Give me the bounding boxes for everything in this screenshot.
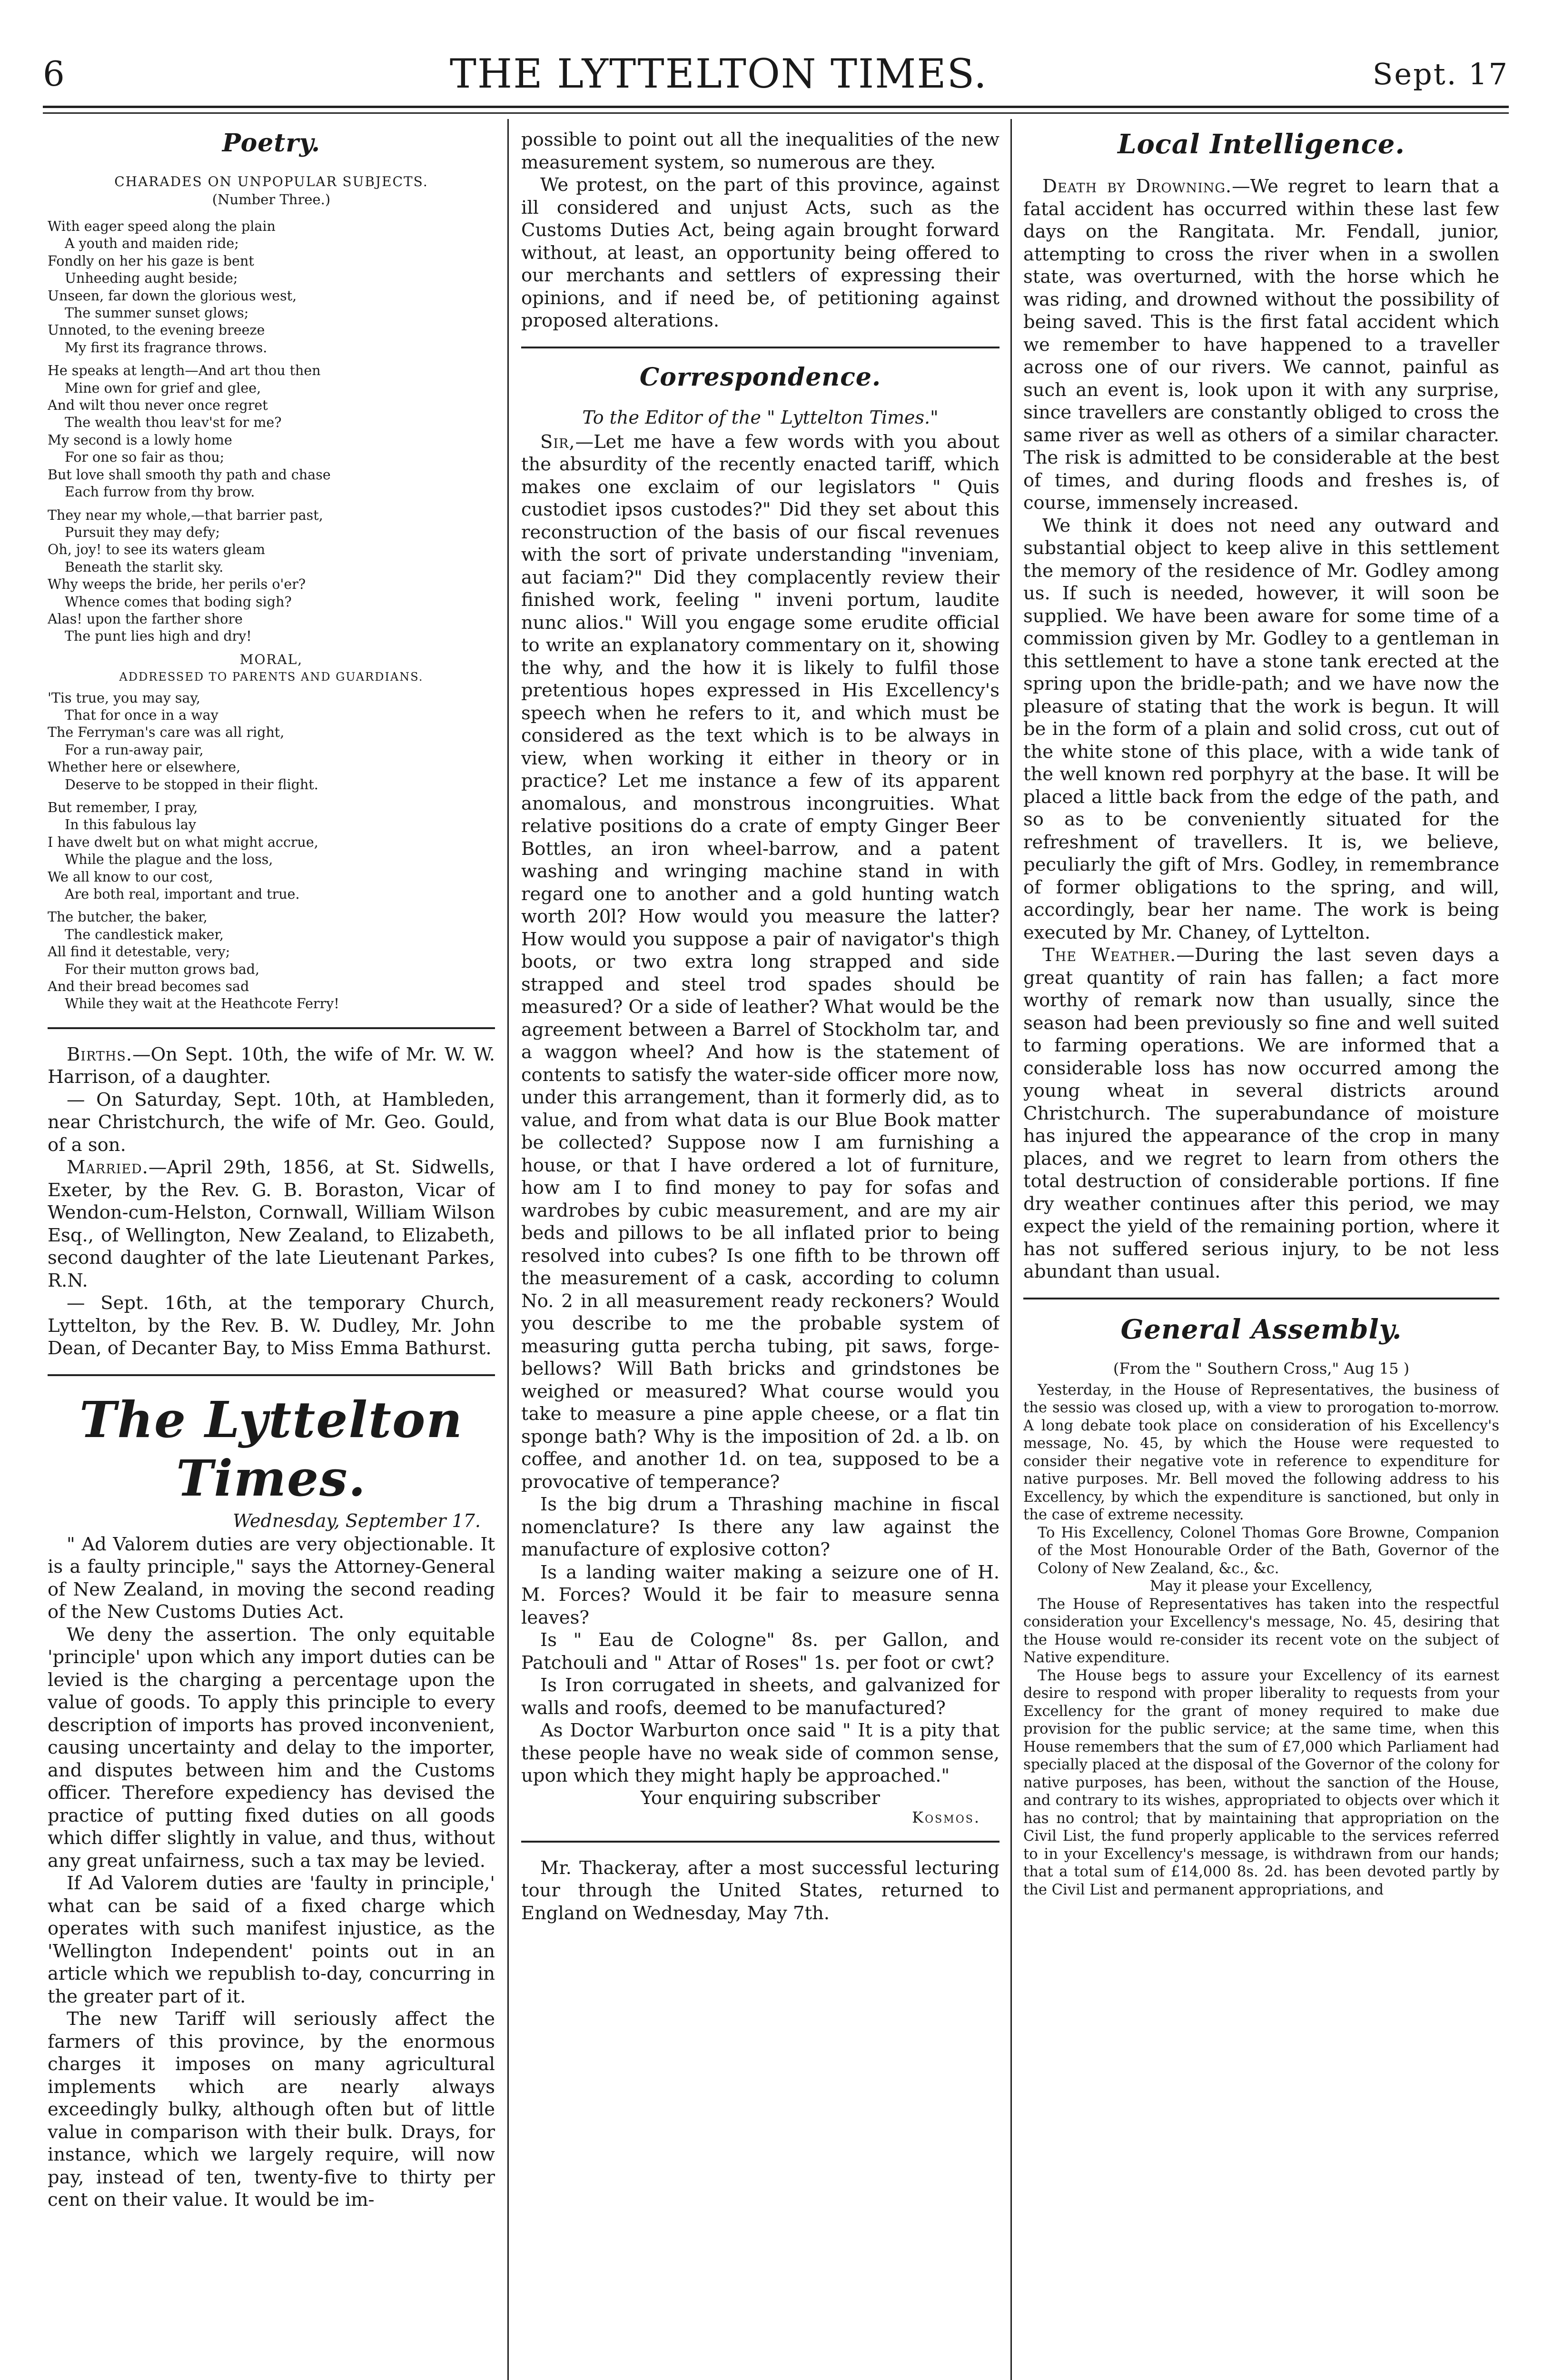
column-rule-2 (1010, 119, 1012, 2380)
editorial-continued (521, 129, 1000, 332)
divider (521, 347, 1000, 348)
assembly-paragraph: The House of Representatives has taken into the respectful consideration your Excellency's message, No. 45, desiring that the House would re-consider its recent vote on the subject of Native expenditure. (1023, 1596, 1499, 1666)
poem-line: Are both real, important and true. (65, 886, 300, 902)
issue-date: Sept. 17 (1372, 56, 1509, 91)
poem-line: While they wait at the Heathcote Ferry! (65, 996, 339, 1012)
thackeray-notice (521, 1857, 1000, 1925)
notices (48, 1043, 495, 1360)
poem-line: I have dwelt but on what might accrue, (48, 834, 318, 850)
married-notice (48, 1156, 495, 1292)
births-label: Births. (67, 1043, 133, 1065)
editorial-dateline: Wednesday, September 17. (233, 1510, 481, 1531)
poem-line: A youth and maiden ride; (65, 236, 239, 252)
divider (48, 1374, 495, 1376)
poem-title: CHARADES ON UNPOPULAR SUBJECTS. (114, 174, 428, 189)
poem-line: The wealth thou leav'st for me? (65, 415, 282, 431)
divider (48, 1027, 495, 1029)
letter-address: To the Editor of the " Lyttelton Times." (582, 407, 939, 428)
letter-paragraph: Is Iron corrugated in sheets, and galvanized for walls and roofs, deemed to be manufactured? (521, 1675, 1000, 1719)
poem-line: We all know to our cost, (48, 869, 213, 885)
assembly-paragraph: The House begs to assure your Excellency of its earnest desire to respond with proper liberality to requests from your Excellency for the grant of money required to make due provision for the public service; at the same time, when this House remembers that the sum of £7,000 which Parliament had specially placed at the disposal of the Governor of the colony for native purposes, has been, without the sanction of the House, and contrary to its wishes, appropriated to objects over which it has no control; that by maintaining that appropriation on the Civil List, the fund properly applicable to the services referred to in your Excellency's message, is withdrawn from our hands; that a total sum of £14,000 8s. 2d. has been devoted partly by the Civil List and permanent appropriations, and (1023, 1667, 1499, 1898)
weather-label: The Weather. (1042, 944, 1177, 966)
poem-line: Mine own for grief and glee, (65, 380, 261, 396)
poem-line: Each furrow from thy brow. (65, 484, 255, 500)
assembly-paragraph: May it please your Excellency, (1149, 1578, 1373, 1595)
masthead-title: THE LYTTELTON TIMES. (449, 50, 988, 97)
editorial (48, 1533, 495, 2211)
poem-line: Unseen, far down the glorious west, (48, 288, 297, 304)
poem-line: My second is a lowly home (48, 432, 232, 448)
column-1 (48, 129, 495, 2380)
poem (48, 218, 495, 1013)
letter-paragraph: As Doctor Warburton once said " It is a pity that these people have no weak side of common sense, upon which they might haply be approached." (521, 1720, 1000, 1786)
stanza (48, 690, 495, 793)
editorial-paragraph: possible to point out all the inequalities of the new measurement system, so numerous are they. (521, 129, 1000, 173)
married-text: —April 29th, 1856, at St. Sidwells, Exeter, by the Rev. G. B. Boraston, Vicar of Wendon-cum-Helston, Cornwall, William Wilson Esq., of Wellington, New Zealand, to Elizabeth, second daughter of the late Lieutenant Parkes, R.N. (48, 1157, 495, 1291)
column-rule-1 (507, 119, 509, 2380)
editorial-paragraph: We protest, on the part of this province, against ill considered and unjust Acts, such as the Customs Duties Act, being again brought forward without, at least, an opportunity being offered to our merchants and settlers of expressing their opinions, and if need be, of petitioning against proposed alterations. (521, 174, 1000, 331)
page-number: 6 (43, 54, 65, 94)
poem-line: All find it detestable, very; (48, 944, 230, 960)
poem-subtitle: (Number Three.) (212, 191, 331, 208)
assembly-paragraph: To His Excellency, Colonel Thomas Gore Browne, Companion of the Most Honourable Order of the Bath, Governor of the Colony of New Zealand, &c., &c. (1038, 1524, 1499, 1577)
column-3 (1023, 129, 1499, 2380)
poem-line: Beneath the starlit sky. (65, 559, 224, 575)
letter-paragraph (521, 431, 1000, 1494)
poem-line: My first its fragrance throws. (65, 339, 267, 356)
poem-line: For one so fair as thou; (65, 449, 225, 466)
poem-line: The punt lies high and dry! (65, 628, 252, 645)
local-intelligence (1023, 175, 1499, 1283)
poem-line: The summer sunset glows; (65, 305, 249, 321)
poem-line: Unnoted, to the evening breeze (48, 322, 265, 338)
poem-line: 'Tis true, you may say, (48, 690, 200, 706)
editorial-paragraph: If Ad Valorem duties are 'faulty in principle,' what can be said of a fixed charge which operates with such manifest injustice, as the 'Wellington Independent' points out in an article which we republish to-day, concurring in the greater part of it. (48, 1873, 495, 2007)
poem-line: Alas! upon the farther shore (48, 611, 243, 627)
poem-line: Oh, joy! to see its waters gleam (48, 542, 266, 558)
births-notice-2: — On Saturday, Sept. 10th, at Hambleden, near Christchurch, the wife of Mr. Geo. Gould, of a son. (48, 1089, 495, 1156)
correspondence-letter (521, 431, 1000, 1787)
editorial-masthead: The Lyttelton Times. (79, 1390, 463, 1507)
editorial-paragraph: We deny the assertion. The only equitable 'principle' upon which any import duties can be levied is the charging a percentage upon the value of goods. To apply this principle to every description of imports has proved inconvenient, causing uncertainty and delay to the importer, and disputes between him and the Customs officer. Therefore expediency has devised the practice of putting fixed duties on all goods which differ slightly in value, and thus, without any great unfairness, such a tax may be levied. (48, 1624, 495, 1872)
assembly-paragraph: Yesterday, in the House of Representatives, the business of the sessio was closed up, with a view to prorogation to-morrow. A long debate took place on consideration of his Excellency's message, No. 45, by which the House were requested to consider their negative vote in reference to expenditure for native purposes. Mr. Bell moved the following address to his Excellency, by which the expenditure is sanctioned, but only in the case of extreme necessity. (1023, 1381, 1499, 1523)
letter-signature: Kosmos. (912, 1808, 980, 1826)
poem-line: Pursuit they may defy; (65, 524, 220, 540)
poem-line: With eager speed along the plain (48, 218, 276, 234)
stanza (48, 362, 495, 501)
births-notice (48, 1043, 495, 1089)
poem-line: Fondly on her his gaze is bent (48, 253, 254, 269)
poem-line: The butcher, the baker, (48, 909, 208, 925)
letter-paragraph: Is the big drum a Thrashing machine in fiscal nomenclature? Is there any law against the manufacture of explosive cotton? (521, 1494, 1000, 1560)
married-notice-2: — Sept. 16th, at the temporary Church, Lyttelton, by the Rev. B. W. Dudley, Mr. John Dean, of Decanter Bay, to Miss Emma Bathurst. (48, 1292, 495, 1359)
moral-subheading: ADDRESSED TO PARENTS AND GUARDIANS. (119, 670, 424, 684)
married-label: Married. (67, 1157, 148, 1179)
divider (1023, 1298, 1499, 1299)
salutation: Sir, (540, 431, 575, 453)
births-text: —On Sept. 10th, the wife of Mr. W. W. Harrison, of a daughter. (48, 1043, 495, 1088)
moral-heading: MORAL, (239, 651, 303, 667)
local-paragraph (1023, 944, 1499, 1283)
letter-text: —Let me have a few words with you about the absurdity of the recently enacted tariff, which makes one exclaim of our legislators " Quis custodiet ipsos custodes?" Did they set about this reconstruction of the basis of our fiscal revenues with the sort of private understanding "inveniam, aut faciam?" Did they complacently review their finished work, feeling " inveni portum, laudite nunc alios." Will you engage some erudite official to write an explanatory commentary on it, showing the why, and the how it is likely to fulfil those pretentious hopes expressed in His Excellency's speech when he refers to it, and which must be considered as the text which is to be always in view, when working it either in theory or in practice? Let me instance a few of its apparent anomalous, and monstrous incongruities. What relative positions do a crate of empty Ginger Beer Bottles, an iron wheel-barrow, and a patent washing and wringing machine stand in with regard one to another and a gold hunting watch worth 20l? How would you measure the latter? How would you suppose a pair of navigator's thigh boots, or two extra long strapped and side strapped and steel trod spades should be measured? Or a side of leather? What would be the agreement between a Barrel of Stockholm tar, and a waggon wheel? And how is the statement of contents to satisfy the water-side officer more now, under this arrangement, than it formerly did, as to value, and from what data is our Blue Book matter be collected? Suppose now I am furnishing a house, or that I have ordered a lot of furniture, how am I to find money to pay for sofas and wardrobes by cubic measurement, and are my air beds and pillows to be all inflated prior to being resolved into cubes? Is one fifth to be thrown off the measurement of a cask, according to column No. 2 in all measurement ready reckoners? Would you describe to me the probable system of measuring gutta percha tubing, pit saws, forge-bellows? Will Bath bricks and grindstones be weighed or measured? What course would you take to measure a pine apple cheese, or a flat tin sponge bath? Why is the imposition of 2d. a lb. on coffee, and another 1d. on tea, supposed to be a provocative of temperance? (521, 431, 1000, 1493)
poem-line: But love shall smooth thy path and chase (48, 466, 331, 483)
letter-paragraph: Is " Eau de Cologne" 8s. per Gallon, and Patchouli and " Attar of Roses" 1s. per foot or cwt? (521, 1629, 1000, 1674)
poem-line: For their mutton grows bad, (65, 961, 260, 977)
local-paragraph: We think it does not need any outward and substantial object to keep alive in this settlement the memory of the residence of Mr. Godley among us. If such is needed, however, it will soon be supplied. We have been aware for some time of a commission given by Mr. Godley to a gentleman in this settlement to have a stone tank erected at the spring upon the bridle-path; and we have now the pleasure of stating that the work is begun. It will be in the form of a plain and solid cross, cut out of the white stone of this place, with a wide tank of the well known red porphyry at the base. It will be placed a little back from the edge of the path, and so as to be conveniently situated for the refreshment of travellers. It is, we believe, peculiarly the gift of Mrs. Godley, in remembrance of former obligations to the spring, and will, accordingly, bear her name. The work is being executed by Mr. Chaney, of Lyttelton. (1023, 515, 1499, 943)
local-heading: Local Intelligence. (1118, 129, 1405, 160)
poem-line: For a run-away pair, (65, 742, 204, 758)
poem-line: Whence comes that boding sigh? (65, 594, 292, 610)
poem-line: Unheeding aught beside; (65, 270, 238, 287)
correspondence-heading: Correspondence. (639, 362, 881, 392)
poem-line: And wilt thou never once regret (48, 397, 268, 414)
assembly-report (1023, 1381, 1499, 1899)
weather-text: —During the last seven days a great quantity of rain has fallen; a fact more worthy of remark now than usually, since the season had been previously so fine and well suited to farming operations. We are informed that a considerable loss has now occurred among the young wheat in several districts around Christchurch. The superabundance of moisture has injured the appearance of the crop in many places, and we regret to learn from others the total destruction of considerable portions. If fine dry weather continues after this period, we may expect the yield of the remaining portion, where it has not suffered serious injury, to be not less abundant than usual. (1023, 944, 1499, 1282)
divider (521, 1841, 1000, 1843)
poem-line: The candlestick maker, (65, 926, 224, 942)
editorial-paragraph: " Ad Valorem duties are very objectionable. It is a faulty principle," says the Attorney-General of New Zealand, in moving the second reading of the New Customs Duties Act. (48, 1533, 495, 1623)
header-rule-top (43, 106, 1509, 108)
letter-paragraph: Is a landing waiter making a seizure one of H. M. Forces? Would it be fair to measure senna leaves? (521, 1561, 1000, 1628)
poem-line: Deserve to be stopped in their flight. (65, 776, 318, 793)
poem-line: Whether here or elsewhere, (48, 759, 241, 775)
poem-line: And their bread becomes sad (48, 979, 249, 995)
death-label: Death by Drowning. (1042, 176, 1232, 197)
header-rule-bottom (43, 112, 1509, 114)
letter-closing: Your enquiring subscriber (641, 1787, 880, 1808)
poetry-heading: Poetry. (222, 129, 321, 158)
poem-line: They near my whole,—that barrier past, (48, 507, 323, 523)
stanza (48, 218, 495, 357)
stanza (48, 909, 495, 1012)
stanza (48, 799, 495, 903)
assembly-source: (From the " Southern Cross," Aug 15 ) (1113, 1359, 1410, 1378)
assembly-heading: General Assembly. (1120, 1313, 1402, 1345)
poem-line: While the plague and the loss, (65, 852, 273, 868)
poem-line: Why weeps the bride, her perils o'er? (48, 576, 306, 593)
poem-line: In this fabulous lay (65, 817, 196, 833)
poem-line: That for once in a way (65, 707, 218, 723)
poem-line: But remember, I pray, (48, 800, 198, 815)
page-header (43, 45, 1509, 102)
stanza (48, 507, 495, 645)
poem-line: The Ferryman's care was all right, (48, 724, 285, 741)
poem-line: He speaks at length—And art thou then (48, 363, 321, 379)
death-text: —We regret to learn that a fatal accident has occurred within these last few days on the Rangitata. Mr. Fendall, junior, attempting to cross the river when in a swollen state, was overturned, with the horse which he was riding, and drowned without the possibility of being saved. This is the first fatal accident which we remember to have happened to a traveller across one of our rivers. We cannot, painful as such an event is, look upon it with any surprise, since travellers are constantly obliged to cross the same river as well as others of a similar character. The risk is admitted to be considerable at the best of times, and during floods and freshes is, of course, immensely increased. (1023, 176, 1499, 514)
editorial-paragraph: The new Tariff will seriously affect the farmers of this province, by the enormous charges it imposes on many agricultural implements which are nearly always exceedingly bulky, although often but of little value in comparison with their bulk. Drays, for instance, which we largely require, will now pay, instead of ten, twenty-five to thirty per cent on their value. It would be im- (48, 2008, 495, 2211)
column-2 (521, 129, 1000, 2380)
thackeray-text: Mr. Thackeray, after a most successful lecturing tour through the United States, returned to England on Wednesday, May 7th. (521, 1857, 1000, 1924)
local-paragraph (1023, 175, 1499, 515)
